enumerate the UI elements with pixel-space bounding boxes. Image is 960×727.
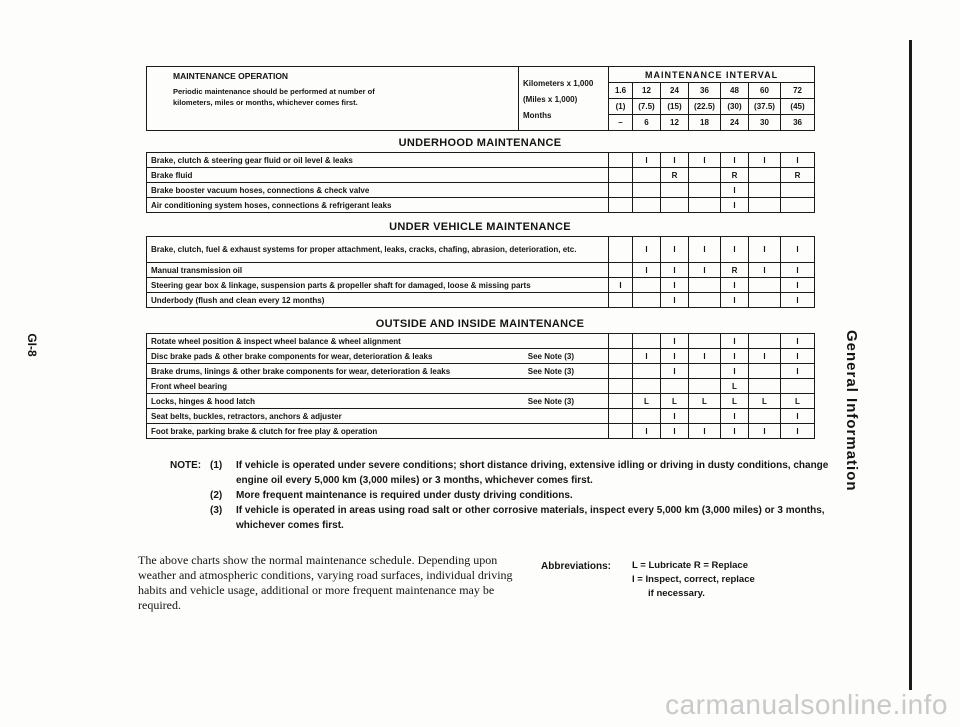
operation-line: Periodic maintenance should be performed at number of [173, 87, 375, 96]
interval-mark: I [633, 153, 661, 168]
table-row [147, 364, 815, 379]
item-label: Air conditioning system hoses, connections & refrigerant leaks [151, 200, 392, 210]
interval-mark: I [749, 424, 781, 439]
section-title: UNDER VEHICLE MAINTENANCE [389, 221, 571, 233]
notes-block [170, 458, 830, 533]
item-description [147, 293, 609, 308]
unit-label-miles: (Miles x 1,000) [523, 95, 578, 104]
interval-mark: I [781, 263, 815, 278]
item-description [147, 153, 609, 168]
item-description [147, 409, 609, 424]
item-label: Underbody (flush and clean every 12 months) [151, 295, 325, 305]
interval-mark: I [749, 153, 781, 168]
interval-mark: R [721, 263, 749, 278]
interval-mark [609, 409, 633, 424]
item-label: Seat belts, buckles, retractors, anchors & adjuster [151, 411, 342, 421]
interval-mark: I [661, 263, 689, 278]
interval-cell: 12 [661, 115, 689, 131]
interval-mark: I [781, 424, 815, 439]
note-reference: See Note (3) [527, 351, 574, 361]
interval-title: MAINTENANCE INTERVAL [609, 67, 815, 83]
interval-mark: I [633, 424, 661, 439]
unit-label-km: Kilometers x 1,000 [523, 79, 594, 88]
interval-mark [633, 278, 661, 293]
table-row [147, 349, 815, 364]
operation-line: kilometers, miles or months, whichever comes first. [173, 98, 358, 107]
interval-mark [633, 379, 661, 394]
interval-mark: I [781, 349, 815, 364]
interval-mark: L [661, 394, 689, 409]
interval-mark [661, 198, 689, 213]
interval-mark: I [661, 153, 689, 168]
interval-mark [749, 168, 781, 183]
interval-mark: I [721, 153, 749, 168]
item-description [147, 278, 609, 293]
units-cell [519, 67, 609, 131]
interval-header-table [146, 66, 815, 131]
interval-mark: I [689, 153, 721, 168]
operation-title: MAINTENANCE OPERATION [173, 71, 289, 81]
interval-cell: (37.5) [749, 99, 781, 115]
table-row [147, 293, 815, 308]
interval-mark: L [721, 394, 749, 409]
interval-mark: I [633, 263, 661, 278]
interval-mark [781, 198, 815, 213]
item-label: Brake, clutch & steering gear fluid or oil level & leaks [151, 155, 353, 165]
table-row [147, 168, 815, 183]
interval-mark [689, 334, 721, 349]
side-rule [909, 40, 912, 690]
interval-mark [749, 379, 781, 394]
interval-mark [609, 293, 633, 308]
interval-mark [633, 168, 661, 183]
interval-cell: (30) [721, 99, 749, 115]
interval-mark: I [721, 198, 749, 213]
item-label: Brake booster vacuum hoses, connections & check valve [151, 185, 370, 195]
interval-mark [689, 198, 721, 213]
interval-mark: I [749, 349, 781, 364]
table-row [147, 379, 815, 394]
interval-mark: I [781, 237, 815, 263]
interval-mark: L [781, 394, 815, 409]
item-label: Manual transmission oil [151, 265, 243, 275]
interval-cell: 1.6 [609, 83, 633, 99]
note-number: (3) [210, 505, 223, 516]
interval-mark: I [633, 349, 661, 364]
interval-mark: I [781, 278, 815, 293]
interval-mark: I [609, 278, 633, 293]
item-label: Steering gear box & linkage, suspension parts & propeller shaft for damaged, loose & missing parts [151, 280, 531, 290]
interval-mark [749, 364, 781, 379]
interval-mark [633, 364, 661, 379]
interval-mark [609, 198, 633, 213]
interval-cell: (1) [609, 99, 633, 115]
table-row [147, 334, 815, 349]
unit-label-months: Months [523, 111, 552, 120]
interval-mark [633, 293, 661, 308]
interval-mark [609, 424, 633, 439]
interval-mark [609, 183, 633, 198]
interval-mark: I [661, 237, 689, 263]
item-description [147, 349, 609, 364]
note-number: (1) [210, 460, 223, 471]
maintenance-operation-cell [147, 67, 519, 131]
table-row [147, 237, 815, 263]
interval-mark: I [721, 183, 749, 198]
interval-cell: 30 [749, 115, 781, 131]
interval-mark: I [781, 293, 815, 308]
note-text: If vehicle is operated in areas using road salt or other corrosive materials, inspect every 5,000 km (3,000 miles) or 3 months, whichever comes first. [236, 505, 825, 531]
interval-mark: I [661, 334, 689, 349]
note-reference: See Note (3) [527, 396, 574, 406]
interval-mark: I [721, 278, 749, 293]
note-label: NOTE: [170, 460, 202, 471]
table-row [147, 153, 815, 168]
note-reference: See Note (3) [527, 366, 574, 376]
interval-mark: L [689, 394, 721, 409]
interval-mark [689, 364, 721, 379]
note-text: More frequent maintenance is required under dusty driving conditions. [236, 490, 573, 501]
interval-mark [609, 364, 633, 379]
item-label: Brake drums, linings & other brake components for wear, deterioration & leaks [151, 366, 451, 376]
interval-mark [749, 293, 781, 308]
interval-mark [749, 334, 781, 349]
interval-cell: 48 [721, 83, 749, 99]
interval-mark: I [721, 349, 749, 364]
section-table [146, 152, 815, 213]
interval-mark: I [749, 237, 781, 263]
interval-mark [689, 293, 721, 308]
interval-cell: – [609, 115, 633, 131]
interval-mark: R [721, 168, 749, 183]
table-row [147, 424, 815, 439]
item-label: Locks, hinges & hood latch [151, 396, 256, 406]
interval-mark [633, 409, 661, 424]
item-label: Front wheel bearing [151, 381, 228, 391]
interval-mark: I [689, 263, 721, 278]
abbreviations-list [632, 559, 755, 601]
item-description [147, 168, 609, 183]
interval-cell: 24 [721, 115, 749, 131]
interval-mark: I [721, 334, 749, 349]
side-title: General Information [843, 330, 860, 492]
item-description [147, 379, 609, 394]
page-number: GI-8 [25, 333, 39, 357]
interval-mark [633, 198, 661, 213]
item-label: Foot brake, parking brake & clutch for free play & operation [151, 426, 378, 436]
interval-mark: I [661, 278, 689, 293]
interval-mark [661, 379, 689, 394]
section-table [146, 333, 815, 439]
interval-mark: I [661, 349, 689, 364]
interval-mark: I [781, 334, 815, 349]
interval-mark: L [721, 379, 749, 394]
table-row [147, 394, 815, 409]
note-item [170, 488, 830, 503]
note-text: If vehicle is operated under severe conditions; short distance driving, extensive idling or driving in dusty conditions, change engine oil every 5,000 km (3,000 miles) or 3 months, whichever comes first. [236, 460, 829, 486]
interval-mark [749, 278, 781, 293]
table-row [147, 278, 815, 293]
table-row [147, 263, 815, 278]
interval-cell: 60 [749, 83, 781, 99]
interval-mark: I [721, 293, 749, 308]
abbreviation-line: L = Lubricate R = Replace [632, 560, 748, 571]
interval-mark: L [633, 394, 661, 409]
interval-cell: 18 [689, 115, 721, 131]
interval-mark: R [661, 168, 689, 183]
note-item [170, 458, 830, 488]
interval-cell: 24 [661, 83, 689, 99]
interval-mark: I [689, 237, 721, 263]
interval-cell: (22.5) [689, 99, 721, 115]
interval-mark: I [661, 409, 689, 424]
interval-cell: 12 [633, 83, 661, 99]
interval-mark [633, 183, 661, 198]
item-label: Brake fluid [151, 170, 193, 180]
item-description [147, 237, 609, 263]
item-description [147, 198, 609, 213]
interval-mark: I [749, 263, 781, 278]
interval-mark: I [721, 237, 749, 263]
interval-mark [781, 379, 815, 394]
interval-mark: R [781, 168, 815, 183]
abbreviation-line: I = Inspect, correct, replace [632, 574, 755, 585]
interval-mark [609, 379, 633, 394]
interval-mark [689, 168, 721, 183]
interval-mark [609, 263, 633, 278]
table-row [147, 183, 815, 198]
interval-mark: I [721, 424, 749, 439]
interval-mark: I [781, 153, 815, 168]
item-description [147, 364, 609, 379]
interval-mark [689, 379, 721, 394]
interval-mark: I [689, 424, 721, 439]
item-description [147, 424, 609, 439]
note-number: (2) [210, 490, 223, 501]
interval-mark: I [721, 364, 749, 379]
interval-mark: I [661, 424, 689, 439]
item-label: Brake, clutch, fuel & exhaust systems for proper attachment, leaks, cracks, chafing, abrasion, deterioration, etc. [151, 245, 577, 254]
interval-mark [689, 278, 721, 293]
section-title: OUTSIDE AND INSIDE MAINTENANCE [375, 318, 585, 330]
interval-cell: (15) [661, 99, 689, 115]
table-row [147, 198, 815, 213]
interval-mark [781, 183, 815, 198]
interval-mark [749, 198, 781, 213]
watermark: carmanualsonline.info [665, 689, 948, 720]
interval-mark [609, 334, 633, 349]
interval-cell: 36 [781, 115, 815, 131]
interval-mark [609, 168, 633, 183]
interval-mark [609, 237, 633, 263]
item-label: Rotate wheel position & inspect wheel balance & wheel alignment [151, 336, 401, 346]
interval-mark [661, 183, 689, 198]
interval-mark [689, 183, 721, 198]
interval-mark: I [689, 349, 721, 364]
interval-mark [609, 394, 633, 409]
interval-mark: I [781, 409, 815, 424]
interval-cell: 72 [781, 83, 815, 99]
item-description [147, 394, 609, 409]
note-item [170, 503, 830, 533]
interval-mark [609, 349, 633, 364]
interval-mark [633, 334, 661, 349]
interval-cell: (45) [781, 99, 815, 115]
interval-mark: L [749, 394, 781, 409]
item-description [147, 183, 609, 198]
interval-mark: I [661, 364, 689, 379]
schedule-paragraph: The above charts show the normal maintenance schedule. Depending upon weather and atmospheric conditions, varying road surfaces, individual driving habits and vehicle usage, additional or more frequent maintenance may be required. [138, 553, 513, 612]
interval-mark [609, 153, 633, 168]
interval-cell: 36 [689, 83, 721, 99]
abbreviation-line: if necessary. [648, 588, 705, 599]
interval-mark: I [721, 409, 749, 424]
table-row [147, 409, 815, 424]
item-label: Disc brake pads & other brake components for wear, deterioration & leaks [151, 351, 433, 361]
interval-mark: I [661, 293, 689, 308]
interval-mark [749, 183, 781, 198]
interval-mark [749, 409, 781, 424]
interval-cell: 6 [633, 115, 661, 131]
section-table [146, 236, 815, 308]
interval-mark: I [781, 364, 815, 379]
item-description [147, 334, 609, 349]
interval-mark [689, 409, 721, 424]
interval-cell: (7.5) [633, 99, 661, 115]
abbreviations-label: Abbreviations: [541, 561, 612, 572]
item-description [147, 263, 609, 278]
section-title: UNDERHOOD MAINTENANCE [398, 137, 562, 149]
interval-mark: I [633, 237, 661, 263]
